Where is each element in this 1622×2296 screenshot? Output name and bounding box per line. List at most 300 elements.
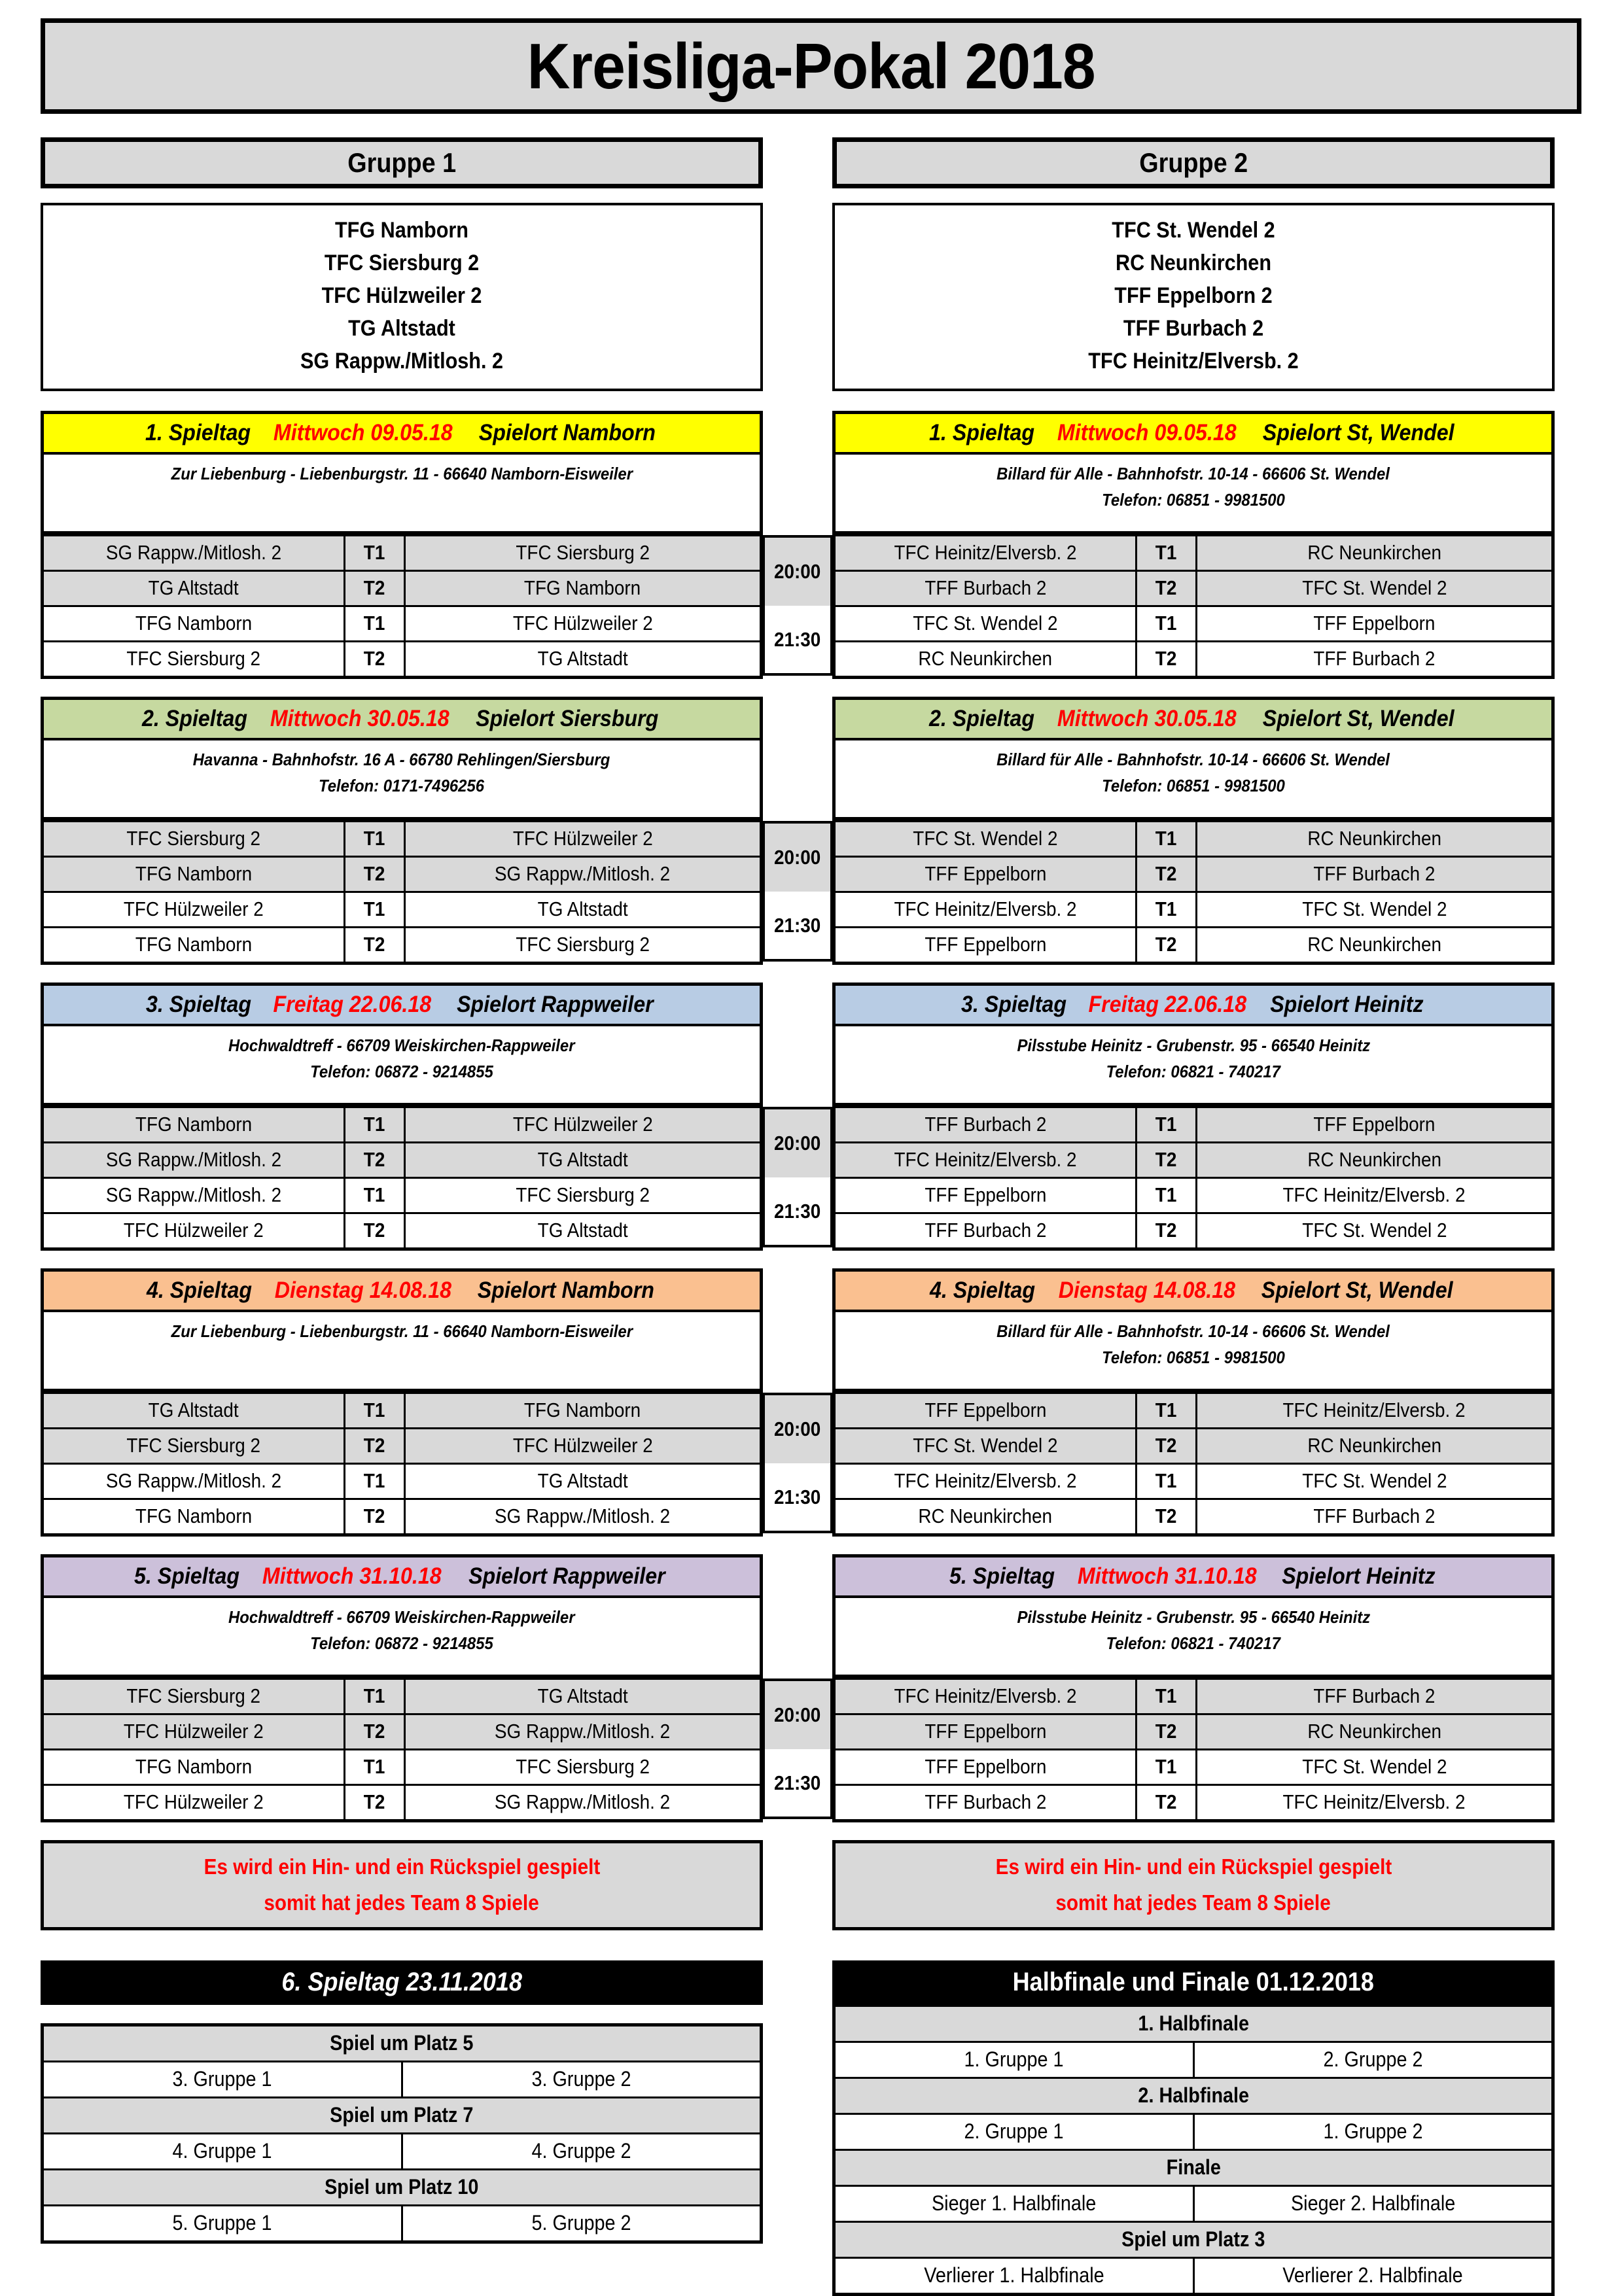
match-row: [44, 1784, 760, 1819]
match-home-team: TFG Namborn: [44, 1499, 344, 1533]
spieltag-header: [44, 700, 760, 740]
match-table-code: T1: [1136, 1679, 1196, 1714]
group-title: Gruppe 1: [347, 147, 456, 178]
spieltag-venue-info: [836, 740, 1551, 820]
time-slot-early: 20:00: [763, 1679, 832, 1749]
match-table-code: T2: [1136, 570, 1196, 606]
spieltag-venue-info: [44, 1598, 760, 1678]
team-name: SG Rappw./Mitlosh. 2: [300, 348, 503, 374]
match-table-code: T2: [344, 856, 404, 892]
match-row: [44, 1393, 760, 1428]
team-name: TG Altstadt: [348, 315, 455, 341]
time-slot-early: 20:00: [763, 821, 832, 892]
spieltag-venue-info: [44, 455, 760, 534]
match-home-team: TFF Eppelborn: [836, 1393, 1136, 1428]
venue-address: Billard für Alle - Bahnhofstr. 10-14 - 66606 St. Wendel: [996, 749, 1390, 769]
venue-address: Pilsstube Heinitz - Grubenstr. 95 - 66540 Heinitz: [1017, 1035, 1370, 1055]
team-name: TFC St. Wendel 2: [1112, 218, 1275, 243]
match-home-team: TFC Hülzweiler 2: [44, 892, 344, 927]
match-home-team: TFG Namborn: [44, 856, 344, 892]
match-table-code: T1: [344, 892, 404, 927]
spieltag-header: [836, 986, 1551, 1026]
match-row: [836, 1428, 1551, 1463]
spieltag-venue-info: [44, 1026, 760, 1106]
match-away-team: TG Altstadt: [404, 1213, 760, 1247]
match-table-code: T2: [1136, 1213, 1196, 1247]
spieltag-venue-label: Spielort Heinitz: [1270, 991, 1424, 1017]
spieltag-venue-label: Spielort Namborn: [477, 1277, 654, 1303]
bracket-right-slot: Sieger 2. Halbfinale: [1193, 2185, 1553, 2221]
spieltag-block: [832, 411, 1555, 679]
match-row: [836, 1393, 1551, 1428]
match-home-team: TFC Heinitz/Elversb. 2: [836, 1679, 1136, 1714]
spieltag-number: 2. Spieltag: [928, 705, 1034, 731]
match-row: [44, 1499, 760, 1533]
match-table-code: T2: [344, 641, 404, 676]
match-row: [44, 641, 760, 676]
placement-header-row: [43, 2097, 762, 2133]
bracket-title: 2. Halbfinale: [834, 2078, 1553, 2113]
finals-header-table: [832, 2005, 1555, 2296]
match-table: [836, 820, 1551, 962]
venue-address: Pilsstube Heinitz - Grubenstr. 95 - 66540 Heinitz: [1017, 1607, 1370, 1627]
match-table: [836, 1678, 1551, 1819]
group-team-list: [832, 203, 1555, 391]
group-header-2: [832, 137, 1555, 188]
spieltag-venue-info: [836, 1026, 1551, 1106]
format-note-line2: somit hat jedes Team 8 Spiele: [1055, 1890, 1331, 1915]
match-home-team: TFF Eppelborn: [836, 927, 1136, 962]
match-home-team: TFG Namborn: [44, 1107, 344, 1142]
match-home-team: TG Altstadt: [44, 1393, 344, 1428]
venue-address: Hochwaldtreff - 66709 Weiskirchen-Rappweiler: [228, 1035, 575, 1055]
match-table-code: T2: [344, 1213, 404, 1247]
match-home-team: TFF Burbach 2: [836, 1784, 1136, 1819]
match-home-team: TFC Siersburg 2: [44, 1428, 344, 1463]
bracket-right-slot: Verlierer 2. Halbfinale: [1193, 2257, 1553, 2294]
team-name: TFF Burbach 2: [1123, 315, 1264, 341]
spieltag-number: 4. Spieltag: [930, 1277, 1036, 1303]
match-row: [44, 1749, 760, 1784]
match-table-code: T1: [344, 535, 404, 570]
venue-phone: Telefon: 06821 - 740217: [1106, 1062, 1281, 1082]
page-title-bar: [41, 18, 1581, 114]
match-away-team: TFF Burbach 2: [1196, 1679, 1551, 1714]
match-home-team: RC Neunkirchen: [836, 641, 1136, 676]
match-row: [836, 1499, 1551, 1533]
match-home-team: TFF Eppelborn: [836, 1177, 1136, 1213]
match-row: [44, 1213, 760, 1247]
match-away-team: TG Altstadt: [404, 1142, 760, 1177]
bracket-pairing-row: [834, 2185, 1553, 2221]
format-note-line1: Es wird ein Hin- und ein Rückspiel gespielt: [203, 1854, 600, 1879]
spieltag-venue-label: Spielort Heinitz: [1282, 1563, 1436, 1589]
bracket-pairing-row: [834, 2042, 1553, 2078]
match-row: [836, 1714, 1551, 1749]
match-home-team: SG Rappw./Mitlosh. 2: [44, 1463, 344, 1499]
match-home-team: TFG Namborn: [44, 606, 344, 641]
match-away-team: TFC St. Wendel 2: [1196, 1213, 1551, 1247]
match-table-code: T2: [1136, 1428, 1196, 1463]
bracket-left-slot: 1. Gruppe 1: [834, 2042, 1194, 2078]
match-row: [836, 1177, 1551, 1213]
match-row: [836, 1749, 1551, 1784]
bracket-header-row: [834, 2078, 1553, 2113]
placement-title: Spiel um Platz 10: [43, 2169, 762, 2205]
match-table-code: T1: [344, 1107, 404, 1142]
match-away-team: TFC Siersburg 2: [404, 535, 760, 570]
spieltag-number: 5. Spieltag: [949, 1563, 1055, 1589]
spieltag-block: [41, 697, 763, 965]
placement-pairing-row: [43, 2133, 762, 2169]
match-home-team: SG Rappw./Mitlosh. 2: [44, 535, 344, 570]
spieltag-number: 3. Spieltag: [961, 991, 1067, 1017]
match-row: [836, 1213, 1551, 1247]
match-table-code: T2: [344, 1714, 404, 1749]
spieltag-venue-info: [836, 1312, 1551, 1392]
venue-address: Hochwaldtreff - 66709 Weiskirchen-Rappweiler: [228, 1607, 575, 1627]
bracket-left-slot: Sieger 1. Halbfinale: [834, 2185, 1194, 2221]
match-row: [836, 927, 1551, 962]
match-away-team: TFC St. Wendel 2: [1196, 1463, 1551, 1499]
match-away-team: TFC St. Wendel 2: [1196, 570, 1551, 606]
match-row: [44, 1142, 760, 1177]
match-table-code: T1: [344, 1177, 404, 1213]
spieltag-number: 3. Spieltag: [145, 991, 251, 1017]
match-away-team: TG Altstadt: [404, 892, 760, 927]
match-table-code: T1: [1136, 1107, 1196, 1142]
time-slot-late: 21:30: [763, 606, 832, 676]
bracket-right-slot: 1. Gruppe 2: [1193, 2113, 1553, 2149]
match-table: [44, 820, 760, 962]
match-row: [44, 821, 760, 856]
bracket-left-slot: Verlierer 1. Halbfinale: [834, 2257, 1194, 2294]
spieltag-venue-label: Spielort Rappweiler: [468, 1563, 665, 1589]
placement-right-slot: 4. Gruppe 2: [402, 2133, 762, 2169]
spieltag-header: [836, 700, 1551, 740]
match-table-code: T1: [344, 1393, 404, 1428]
spieltag-venue-label: Spielort St, Wendel: [1262, 419, 1455, 445]
group-header-1: [41, 137, 763, 188]
match-away-team: RC Neunkirchen: [1196, 1142, 1551, 1177]
finals-header: [832, 1960, 1555, 2005]
venue-phone: Telefon: 06872 - 9214855: [310, 1062, 493, 1082]
spieltag-date: Mittwoch 09.05.18: [273, 419, 453, 445]
venue-address: Zur Liebenburg - Liebenburgstr. 11 - 66640 Namborn-Eisweiler: [171, 463, 633, 483]
spieltag-venue-label: Spielort Namborn: [478, 419, 656, 445]
match-table-code: T1: [344, 1463, 404, 1499]
match-table-code: T1: [344, 1749, 404, 1784]
spieltag-header: [44, 1272, 760, 1312]
match-row: [44, 927, 760, 962]
match-home-team: RC Neunkirchen: [836, 1499, 1136, 1533]
match-away-team: TFC Siersburg 2: [404, 927, 760, 962]
match-away-team: TFC Hülzweiler 2: [404, 1107, 760, 1142]
match-table: [836, 1106, 1551, 1247]
match-away-team: TFC Heinitz/Elversb. 2: [1196, 1393, 1551, 1428]
spieltag-date: Dienstag 14.08.18: [274, 1277, 451, 1303]
match-table-code: T2: [1136, 641, 1196, 676]
spieltag-date: Mittwoch 31.10.18: [1078, 1563, 1258, 1589]
match-away-team: SG Rappw./Mitlosh. 2: [404, 1784, 760, 1819]
match-row: [836, 892, 1551, 927]
match-home-team: TFF Eppelborn: [836, 1714, 1136, 1749]
match-home-team: TFG Namborn: [44, 927, 344, 962]
match-table-code: T2: [1136, 1784, 1196, 1819]
bracket-pairing-row: [834, 2257, 1553, 2294]
spieltag6-header: [41, 1960, 763, 2005]
match-home-team: TFC Heinitz/Elversb. 2: [836, 1142, 1136, 1177]
bracket-right-slot: 2. Gruppe 2: [1193, 2042, 1553, 2078]
match-table-code: T2: [1136, 1499, 1196, 1533]
placement-right-slot: 3. Gruppe 2: [402, 2061, 762, 2097]
match-table-code: T2: [1136, 1714, 1196, 1749]
spieltag-date: Mittwoch 09.05.18: [1057, 419, 1237, 445]
match-table: [44, 1106, 760, 1247]
format-note: [832, 1840, 1555, 1930]
match-row: [44, 570, 760, 606]
match-row: [44, 892, 760, 927]
placement-left-slot: 5. Gruppe 1: [43, 2205, 402, 2242]
match-home-team: TFC Hülzweiler 2: [44, 1714, 344, 1749]
match-away-team: RC Neunkirchen: [1196, 535, 1551, 570]
spieltag-number: 2. Spieltag: [141, 705, 248, 731]
placement-header-row: [43, 2169, 762, 2205]
venue-address: Billard für Alle - Bahnhofstr. 10-14 - 66606 St. Wendel: [996, 463, 1390, 483]
match-table-code: T2: [344, 1428, 404, 1463]
match-table-code: T2: [344, 1142, 404, 1177]
spieltag-block: [832, 983, 1555, 1251]
spieltag-header: [44, 1557, 760, 1598]
match-home-team: TFC St. Wendel 2: [836, 1428, 1136, 1463]
match-row: [836, 535, 1551, 570]
match-away-team: RC Neunkirchen: [1196, 1714, 1551, 1749]
spieltag-number: 4. Spieltag: [146, 1277, 252, 1303]
match-table-code: T2: [1136, 927, 1196, 962]
team-name: TFC Siersburg 2: [324, 250, 480, 275]
match-home-team: TFC St. Wendel 2: [836, 821, 1136, 856]
match-home-team: TFF Eppelborn: [836, 856, 1136, 892]
spieltag-venue-label: Spielort St, Wendel: [1261, 1277, 1453, 1303]
venue-phone: Telefon: 06821 - 740217: [1106, 1633, 1281, 1654]
bracket-header-row: [834, 2149, 1553, 2185]
match-away-team: SG Rappw./Mitlosh. 2: [404, 1714, 760, 1749]
match-table-code: T2: [1136, 1142, 1196, 1177]
match-home-team: TFF Burbach 2: [836, 1107, 1136, 1142]
match-table-code: T1: [1136, 1749, 1196, 1784]
match-home-team: TFG Namborn: [44, 1749, 344, 1784]
bracket-header-row: [834, 2221, 1553, 2257]
match-table-code: T1: [1136, 1393, 1196, 1428]
spieltag-block: [41, 1554, 763, 1822]
match-away-team: SG Rappw./Mitlosh. 2: [404, 856, 760, 892]
spieltag-date: Freitag 22.06.18: [1088, 991, 1246, 1017]
spieltag6-table: [41, 2023, 763, 2244]
match-away-team: TFG Namborn: [404, 1393, 760, 1428]
match-home-team: TFC Heinitz/Elversb. 2: [836, 535, 1136, 570]
match-home-team: TFC Siersburg 2: [44, 641, 344, 676]
spieltag-date: Dienstag 14.08.18: [1058, 1277, 1235, 1303]
match-home-team: SG Rappw./Mitlosh. 2: [44, 1142, 344, 1177]
match-away-team: TFC St. Wendel 2: [1196, 1749, 1551, 1784]
match-away-team: RC Neunkirchen: [1196, 1428, 1551, 1463]
spieltag-date: Mittwoch 30.05.18: [270, 705, 450, 731]
group-column-1: [41, 137, 763, 2244]
placement-pairing-row: [43, 2205, 762, 2242]
match-home-team: TFC St. Wendel 2: [836, 606, 1136, 641]
spieltag-block: [832, 1554, 1555, 1822]
match-home-team: TFC Hülzweiler 2: [44, 1213, 344, 1247]
match-row: [44, 606, 760, 641]
match-table-code: T1: [1136, 535, 1196, 570]
placement-left-slot: 3. Gruppe 1: [43, 2061, 402, 2097]
time-slot-late: 21:30: [763, 1749, 832, 1819]
match-home-team: TFF Eppelborn: [836, 1749, 1136, 1784]
match-table-code: T2: [344, 1784, 404, 1819]
match-home-team: TFC Siersburg 2: [44, 1679, 344, 1714]
match-away-team: TFC Hülzweiler 2: [404, 1428, 760, 1463]
match-away-team: TG Altstadt: [404, 1679, 760, 1714]
group-team-list: [41, 203, 763, 391]
match-row: [836, 606, 1551, 641]
group-column-2: [832, 137, 1555, 2296]
venue-address: Zur Liebenburg - Liebenburgstr. 11 - 66640 Namborn-Eisweiler: [171, 1321, 633, 1341]
venue-phone: Telefon: 06872 - 9214855: [310, 1633, 493, 1654]
time-slot-early: 20:00: [763, 1107, 832, 1177]
spieltag-venue-info: [44, 1312, 760, 1392]
spieltag-block: [41, 1268, 763, 1537]
match-table: [836, 534, 1551, 676]
match-table-code: T1: [344, 1679, 404, 1714]
match-table-code: T1: [1136, 821, 1196, 856]
spieltag-venue-info: [44, 740, 760, 820]
match-table: [44, 534, 760, 676]
match-away-team: TFC St. Wendel 2: [1196, 892, 1551, 927]
match-away-team: TFC Heinitz/Elversb. 2: [1196, 1784, 1551, 1819]
match-row: [44, 535, 760, 570]
match-away-team: TG Altstadt: [404, 641, 760, 676]
time-slot-early: 20:00: [763, 535, 832, 606]
time-slot-late: 21:30: [763, 1463, 832, 1533]
match-row: [836, 821, 1551, 856]
spieltag6-header-text: 6. Spieltag 23.11.2018: [281, 1968, 522, 1997]
bracket-title: Spiel um Platz 3: [834, 2221, 1553, 2257]
spieltag-number: 5. Spieltag: [134, 1563, 240, 1589]
match-table-code: T2: [344, 927, 404, 962]
match-away-team: TFC Heinitz/Elversb. 2: [1196, 1177, 1551, 1213]
spieltag-header: [836, 1272, 1551, 1312]
time-slot-early: 20:00: [763, 1393, 832, 1463]
match-table-code: T1: [344, 821, 404, 856]
match-row: [836, 1107, 1551, 1142]
spieltag-date: Freitag 22.06.18: [273, 991, 431, 1017]
match-table: [836, 1392, 1551, 1533]
bracket-pairing-row: [834, 2113, 1553, 2149]
spieltag-header: [836, 1557, 1551, 1598]
time-slot-late: 21:30: [763, 892, 832, 962]
placement-left-slot: 4. Gruppe 1: [43, 2133, 402, 2169]
match-away-team: TFC Siersburg 2: [404, 1177, 760, 1213]
match-home-team: TFF Burbach 2: [836, 1213, 1136, 1247]
match-away-team: RC Neunkirchen: [1196, 821, 1551, 856]
spieltag-date: Mittwoch 30.05.18: [1057, 705, 1237, 731]
spieltag-block: [832, 697, 1555, 965]
bracket-title: 1. Halbfinale: [834, 2006, 1553, 2042]
page-title: Kreisliga-Pokal 2018: [527, 30, 1095, 102]
match-home-team: TG Altstadt: [44, 570, 344, 606]
match-home-team: TFC Heinitz/Elversb. 2: [836, 1463, 1136, 1499]
spieltag-header: [44, 414, 760, 455]
venue-phone: Telefon: 0171-7496256: [319, 776, 485, 796]
match-row: [44, 1177, 760, 1213]
match-row: [836, 641, 1551, 676]
match-away-team: TG Altstadt: [404, 1463, 760, 1499]
bracket-left-slot: 2. Gruppe 1: [834, 2113, 1194, 2149]
groups-container: [41, 137, 1581, 2296]
match-table-code: T2: [344, 1499, 404, 1533]
placement-right-slot: 5. Gruppe 2: [402, 2205, 762, 2242]
bracket-title: Finale: [834, 2149, 1553, 2185]
match-home-team: SG Rappw./Mitlosh. 2: [44, 1177, 344, 1213]
spieltag-block: [832, 1268, 1555, 1537]
group-title: Gruppe 2: [1139, 147, 1248, 178]
time-slot-late: 21:30: [763, 1177, 832, 1247]
spieltag-venue-label: Spielort Siersburg: [475, 705, 658, 731]
match-table-code: T2: [344, 570, 404, 606]
spieltag-venue-info: [836, 1598, 1551, 1678]
match-table-code: T1: [1136, 1177, 1196, 1213]
spieltag-block: [41, 411, 763, 679]
spieltag-number: 1. Spieltag: [145, 419, 251, 445]
match-row: [44, 1107, 760, 1142]
match-away-team: TFF Burbach 2: [1196, 856, 1551, 892]
match-away-team: TFC Siersburg 2: [404, 1749, 760, 1784]
match-row: [836, 570, 1551, 606]
spieltag-header: [836, 414, 1551, 455]
match-table-code: T1: [1136, 606, 1196, 641]
match-away-team: TFC Hülzweiler 2: [404, 606, 760, 641]
match-row: [836, 1463, 1551, 1499]
match-table: [44, 1392, 760, 1533]
venue-phone: Telefon: 06851 - 9981500: [1102, 1348, 1285, 1368]
match-row: [44, 1428, 760, 1463]
bracket-header-row: [834, 2006, 1553, 2042]
format-note-line2: somit hat jedes Team 8 Spiele: [264, 1890, 540, 1915]
team-name: TFF Eppelborn 2: [1114, 283, 1273, 308]
match-row: [836, 1784, 1551, 1819]
match-away-team: TFF Eppelborn: [1196, 606, 1551, 641]
match-home-team: TFC Heinitz/Elversb. 2: [836, 892, 1136, 927]
match-row: [44, 1714, 760, 1749]
venue-address: Havanna - Bahnhofstr. 16 A - 66780 Rehlingen/Siersburg: [193, 749, 610, 769]
placement-pairing-row: [43, 2061, 762, 2097]
match-row: [44, 1463, 760, 1499]
spieltag-block: [41, 983, 763, 1251]
match-away-team: SG Rappw./Mitlosh. 2: [404, 1499, 760, 1533]
team-name: TFC Hülzweiler 2: [321, 283, 482, 308]
match-home-team: TFC Siersburg 2: [44, 821, 344, 856]
team-name: TFC Heinitz/Elversb. 2: [1088, 348, 1299, 374]
match-away-team: TFF Burbach 2: [1196, 641, 1551, 676]
spieltag-venue-info: [836, 455, 1551, 534]
match-row: [44, 1679, 760, 1714]
match-away-team: RC Neunkirchen: [1196, 927, 1551, 962]
placement-header-row: [43, 2025, 762, 2061]
match-table: [44, 1678, 760, 1819]
match-home-team: TFC Hülzweiler 2: [44, 1784, 344, 1819]
match-table-code: T2: [1136, 856, 1196, 892]
team-name: TFG Namborn: [334, 218, 468, 243]
